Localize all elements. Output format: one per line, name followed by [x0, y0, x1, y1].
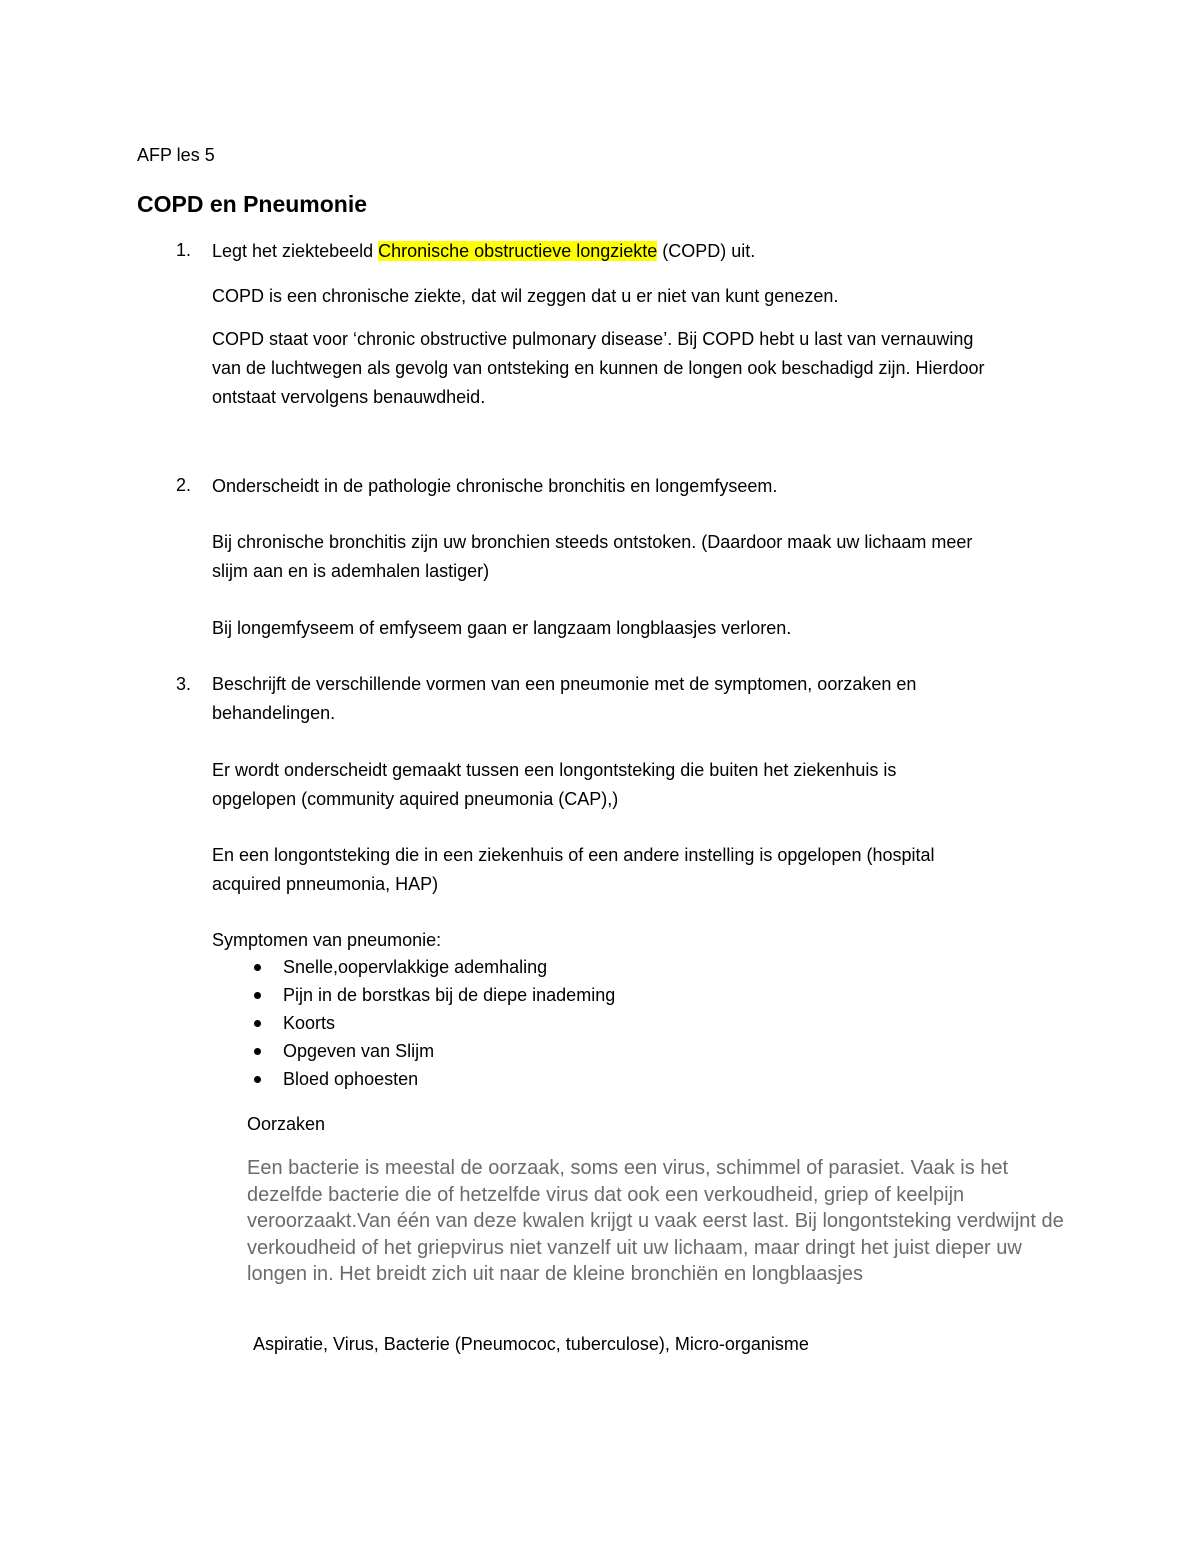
document-subtitle: AFP les 5 [137, 145, 215, 165]
document-title: COPD en Pneumonie [137, 191, 368, 217]
question-1 [212, 237, 755, 266]
answer-line: slijm aan en is ademhalen lastiger) [212, 561, 490, 581]
answer-line: En een longontsteking die in een ziekenhuis of een andere instelling is opgelopen (hospital [212, 845, 935, 865]
bullet-icon [254, 1076, 261, 1083]
question-text: (COPD) uit. [657, 241, 756, 261]
bullet-icon [254, 1048, 261, 1055]
question-number: 3. [176, 674, 192, 694]
bullet-icon [254, 1020, 261, 1027]
question-number: 2. [176, 475, 192, 495]
answer-line: Bij chronische bronchitis zijn uw bronchien steeds ontstoken. (Daardoor maak uw lichaam meer [212, 532, 973, 552]
question-3-line: behandelingen. [212, 703, 336, 723]
symptoms-heading: Symptomen van pneumonie: [212, 930, 442, 950]
answer-line: opgelopen (community aquired pneumonia (CAP),) [212, 789, 619, 809]
answer-line: ontstaat vervolgens benauwdheid. [212, 387, 486, 407]
answer-line: COPD is een chronische ziekte, dat wil zeggen dat u er niet van kunt genezen. [212, 286, 839, 306]
question-number: 1. [176, 240, 192, 260]
list-item: Bloed ophoesten [283, 1069, 419, 1089]
list-item: Snelle,oopervlakkige ademhaling [283, 957, 548, 977]
answer-line: Bij longemfyseem of emfyseem gaan er langzaam longblaasjes verloren. [212, 618, 792, 638]
answer-line: Er wordt onderscheidt gemaakt tussen een longontsteking die buiten het ziekenhuis is [212, 760, 897, 780]
answer-line: COPD staat voor ‘chronic obstructive pulmonary disease’. Bij COPD hebt u last van vernauwing [212, 329, 974, 349]
answer-line: acquired pnneumonia, HAP) [212, 874, 439, 894]
bullet-icon [254, 964, 261, 971]
bullet-icon [254, 992, 261, 999]
causes-paragraph: Een bacterie is meestal de oorzaak, soms een virus, schimmel of parasiet. Vaak is het dezelfde bacterie die of hetzelfde virus dat ook een verkoudheid, griep of keelpijn veroorzaakt.Van één van deze kwalen krijgt u vaak eerst last. Bij longontsteking verdwijnt de verkoudheid of het griepvirus niet vanzelf uit uw lichaam, maar dringt het juist dieper uw longen in. Het breidt zich uit naar de kleine bronchiën en longblaasjes [247, 1157, 1064, 1286]
list-item: Koorts [283, 1013, 336, 1033]
question-text: Legt het ziektebeeld [212, 241, 379, 261]
causes-list: Aspiratie, Virus, Bacterie (Pneumococ, tuberculose), Micro-organisme [253, 1334, 809, 1354]
highlighted-term: Chronische obstructieve longziekte [378, 241, 658, 261]
answer-line: van de luchtwegen als gevolg van ontsteking en kunnen de longen ook beschadigd zijn. Hierdoor [212, 358, 985, 378]
list-item: Opgeven van Slijm [283, 1041, 435, 1061]
list-item: Pijn in de borstkas bij de diepe inademing [283, 985, 616, 1005]
causes-heading: Oorzaken [247, 1114, 326, 1134]
question-3-line: Beschrijft de verschillende vormen van een pneumonie met de symptomen, oorzaken en [212, 674, 917, 694]
question-2: Onderscheidt in de pathologie chronische bronchitis en longemfyseem. [212, 476, 778, 496]
